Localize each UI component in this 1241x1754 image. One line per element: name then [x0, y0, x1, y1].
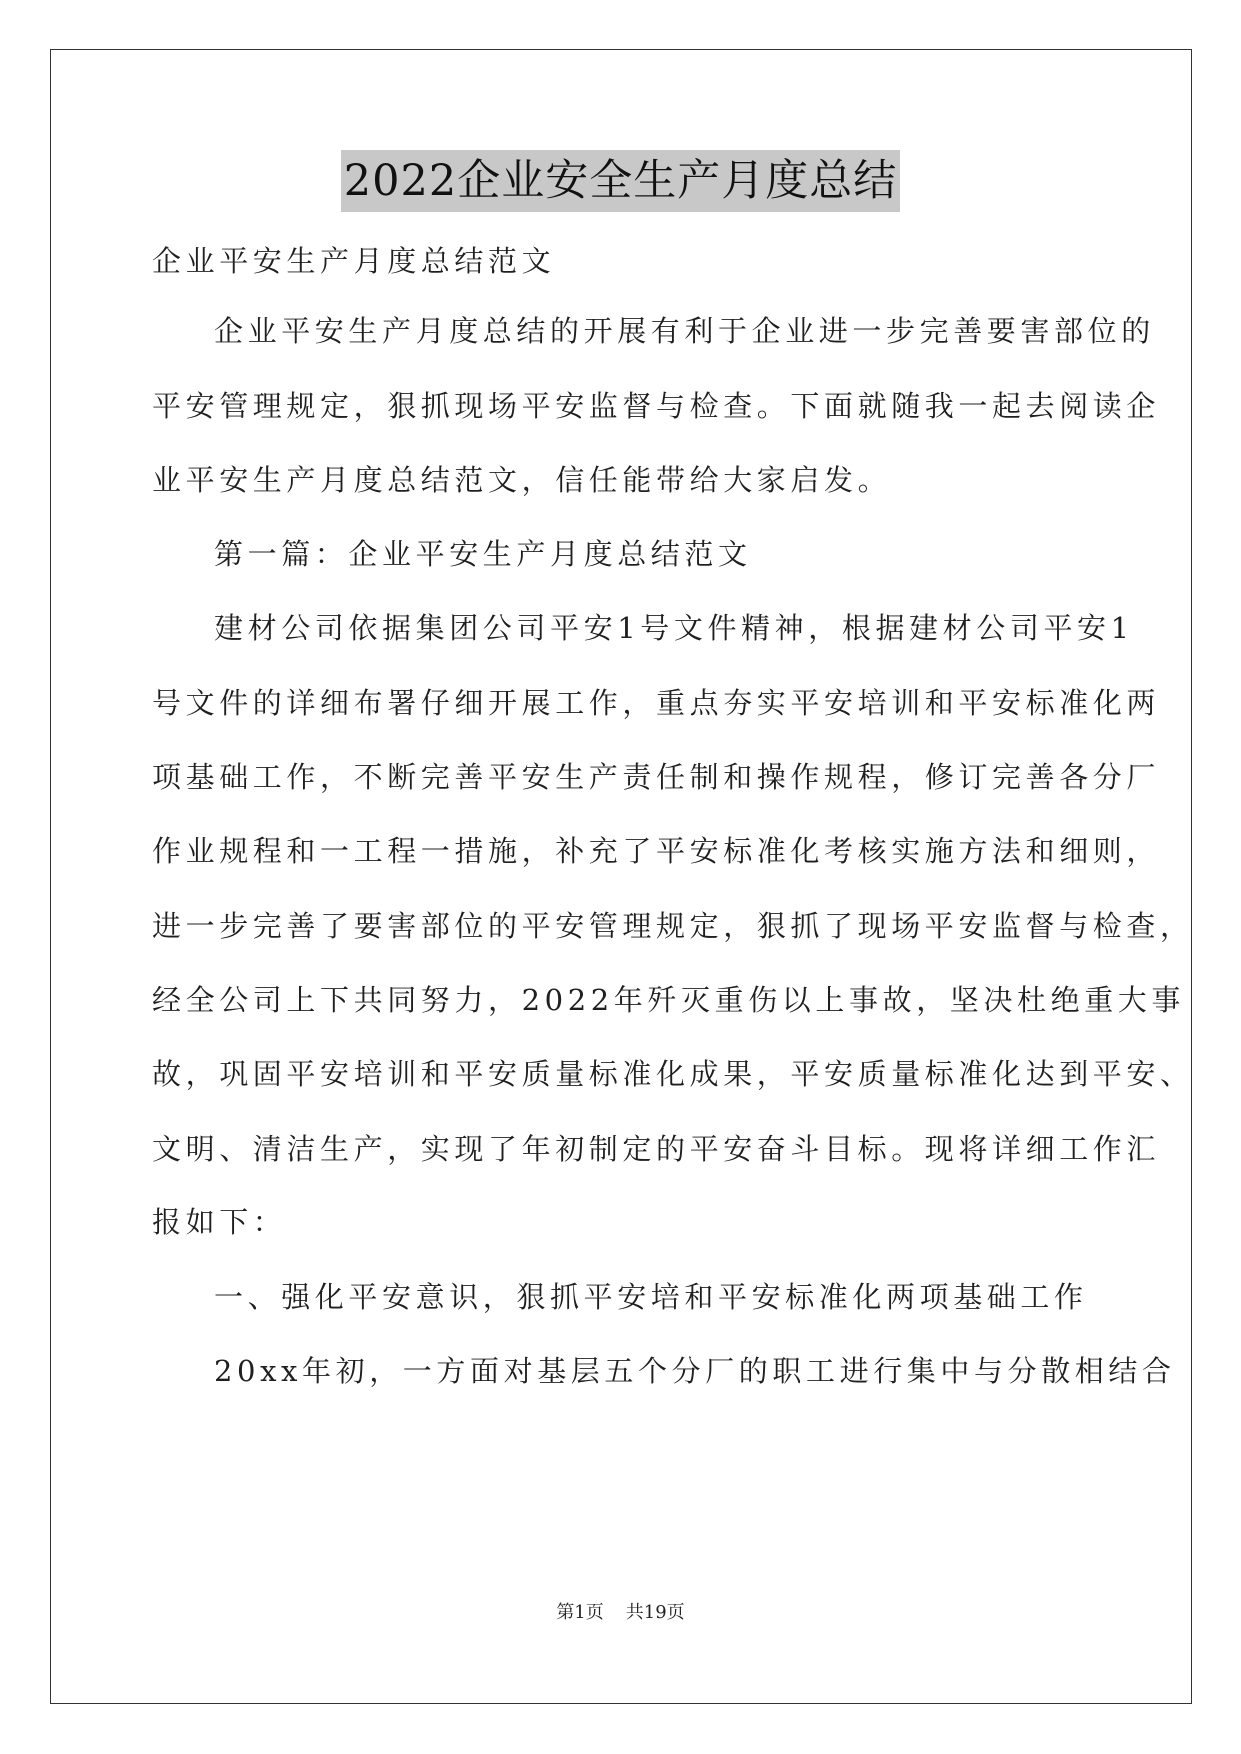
page-total: 共19页 — [625, 1602, 685, 1623]
body-line: 作业规程和一工程一措施，补充了平安标准化考核实施方法和细则， — [152, 834, 1161, 868]
body-line: 平安管理规定，狠抓现场平安监督与检查。下面就随我一起去阅读企 — [152, 389, 1161, 423]
body-line: 经全公司上下共同努力，2022年歼灭重伤以上事故，坚决杜绝重大事 — [152, 983, 1186, 1017]
page-number: 第1页 — [556, 1602, 604, 1623]
title-container — [0, 150, 1241, 212]
page-border — [50, 49, 1192, 1704]
page-footer — [0, 1601, 1241, 1625]
body-line: 文明、清洁生产，实现了年初制定的平安奋斗目标。现将详细工作汇 — [152, 1132, 1161, 1166]
body-line: 进一步完善了要害部位的平安管理规定，狠抓了现场平安监督与检查， — [152, 909, 1194, 943]
section-heading: 一、强化平安意识，狠抓平安培和平安标准化两项基础工作 — [214, 1280, 1088, 1314]
body-line: 20xx年初，一方面对基层五个分厂的职工进行集中与分散相结合 — [214, 1354, 1176, 1388]
document-title: 2022企业安全生产月度总结 — [341, 150, 900, 212]
body-line: 企业平安生产月度总结的开展有利于企业进一步完善要害部位的 — [214, 314, 1155, 348]
body-line: 业平安生产月度总结范文，信任能带给大家启发。 — [152, 463, 892, 497]
body-line: 建材公司依据集团公司平安1号文件精神，根据建材公司平安1 — [214, 611, 1134, 645]
body-line: 故，巩固平安培训和平安质量标准化成果，平安质量标准化达到平安、 — [152, 1057, 1194, 1091]
body-line: 项基础工作，不断完善平安生产责任制和操作规程，修订完善各分厂 — [152, 760, 1161, 794]
subtitle-line: 企业平安生产月度总结范文 — [152, 244, 556, 278]
section-heading: 第一篇：企业平安生产月度总结范文 — [214, 537, 752, 571]
body-line: 号文件的详细布署仔细开展工作，重点夯实平安培训和平安标准化两 — [152, 686, 1161, 720]
body-line: 报如下： — [152, 1205, 287, 1239]
